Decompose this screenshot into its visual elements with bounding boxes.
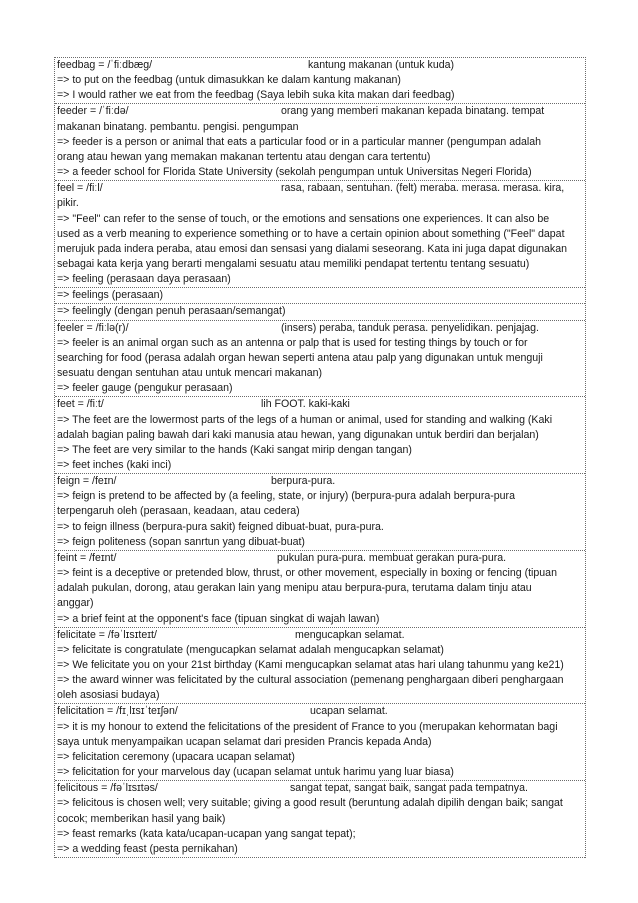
entry-line: => feeder is a person or animal that eats a particular food or in a particular manner (pengumpan adalah	[57, 135, 542, 148]
entry-line: anggar)	[57, 597, 94, 610]
headword-row	[55, 397, 585, 412]
headword-meaning: lih FOOT. kaki-kaki	[261, 398, 350, 411]
headword-meaning: ucapan selamat.	[310, 705, 388, 718]
headword-row	[55, 628, 585, 643]
entry-line: => feelings (perasaan)	[55, 288, 585, 304]
headword-row	[55, 58, 585, 73]
entry-line: => feeler is an animal organ such as an antenna or palp that is used for testing things by touch or for	[57, 336, 528, 349]
entry-line: terpengaruh oleh (perasaan, keadaan, atau cedera)	[57, 505, 300, 518]
entry-line: merujuk pada indera peraba, atau emosi dan sensasi yang dialami seseorang. Kata ini juga dapat digunakan	[57, 242, 568, 255]
entry-line: oleh asosiasi budaya)	[57, 689, 160, 702]
entry-line: => felicitous is chosen well; very suitable; giving a good result (beruntung adalah dipilih dengan baik; sangat	[57, 797, 563, 810]
headword: feign = /feɪn/	[57, 475, 117, 488]
headword-row	[55, 704, 585, 719]
entry-felicitous	[55, 781, 585, 858]
entry-line: => The feet are the lowermost parts of the legs of a human or animal, used for standing and walking (Kaki	[57, 413, 553, 426]
entry-line: => "Feel" can refer to the sense of touch, or the emotions and sensations one experiences. It can also be	[57, 212, 550, 225]
headword: feeler = /fiːlə(r)/	[57, 321, 129, 334]
headword-meaning: berpura-pura.	[271, 475, 336, 488]
headword-meaning: (insers) peraba, tanduk perasa. penyelidikan. penjajag.	[281, 321, 539, 334]
headword-row	[55, 551, 585, 566]
dictionary-page	[54, 57, 586, 858]
entry-line: => a feeder school for Florida State University (sekolah pengumpan untuk Universitas Negeri Florida)	[57, 166, 532, 179]
entry-line: => feign is pretend to be affected by (a feeling, state, or injury) (berpura-pura adalah berpura-pura	[57, 490, 515, 503]
entry-feel	[55, 181, 585, 320]
headword-row	[55, 104, 585, 134]
entry-line: => feign politeness (sopan sanrtun yang dibuat-buat)	[57, 535, 305, 548]
entry-line: => felicitate is congratulate (mengucapkan selamat adalah mengucapkan selamat)	[57, 643, 444, 656]
entry-felicitation	[55, 704, 585, 781]
entry-line: => to put on the feedbag (untuk dimasukkan ke dalam kantung makanan)	[57, 74, 401, 87]
entry-line: => to feign illness (berpura-pura sakit) feigned dibuat-buat, pura-pura.	[57, 520, 384, 533]
entry-line: => feelingly (dengan penuh perasaan/semangat)	[57, 305, 286, 318]
headword-row	[55, 781, 585, 796]
entry-line: cocok; memberikan hasil yang baik)	[57, 812, 226, 825]
entry-feign	[55, 474, 585, 551]
entry-felicitate	[55, 628, 585, 705]
headword-meaning: mengucapkan selamat.	[295, 628, 405, 641]
entry-line: => felicitation for your marvelous day (ucapan selamat untuk harimu yang luar biasa)	[57, 766, 454, 779]
entry-line: saya untuk menyampaikan ucapan selamat dari presiden Prancis kepada Anda)	[57, 735, 432, 748]
headword-meaning: sangat tepat, sangat baik, sangat pada tempatnya.	[290, 782, 528, 795]
entry-feedbag	[55, 58, 585, 104]
entry-feint	[55, 551, 585, 628]
entry-line: => feint is a deceptive or pretended blow, thrust, or other movement, especially in boxing or fencing (tipuan	[57, 567, 557, 580]
entry-line: => a brief feint at the opponent's face (tipuan singkat di wajah lawan)	[57, 612, 380, 625]
entry-line: => a wedding feast (pesta pernikahan)	[57, 842, 238, 855]
headword: feedbag = /ˈfiːdbæg/	[57, 59, 153, 71]
entry-line: orang atau hewan yang memakan makanan tertentu atau dengan cara tertentu)	[57, 150, 431, 163]
entry-line: => the award winner was felicitated by the cultural association (pemenang penghargaan diberi penghargaan	[57, 674, 564, 687]
headword-row	[55, 321, 585, 336]
entry-line: sesuatu dengan sentuhan atau untuk mencari makanan)	[57, 367, 323, 380]
entry-line: => We felicitate you on your 21st birthday (Kami mengucapkan selamat atas hari ulang tahunmu yang ke21)	[57, 658, 564, 671]
headword-meaning-continued: pikir.	[57, 197, 79, 210]
headword-meaning: orang yang memberi makanan kepada binatang. tempat	[281, 105, 545, 118]
entry-line: => feet inches (kaki inci)	[57, 458, 172, 471]
headword: felicitation = /fɪˌlɪsɪˈteɪʃən/	[57, 705, 178, 718]
entry-line: => feeler gauge (pengukur perasaan)	[57, 382, 233, 395]
entry-line: sebagai kata kerja yang berarti mengalami sesuatu atau memiliki pendapat tertentu tentang sesuatu)	[57, 257, 530, 270]
headword: felicitate = /fəˈlɪsɪteɪt/	[57, 628, 157, 641]
entry-line: adalah bagian paling bawah dari kaki manusia atau hewan, yang digunakan untuk berdiri dan berjalan)	[57, 428, 539, 441]
headword: feeder = /ˈfiːdə/	[57, 105, 129, 118]
headword-row	[55, 181, 585, 211]
headword: feet = /fiːt/	[57, 398, 104, 411]
entry-line: => it is my honour to extend the felicitations of the president of France to you (merupakan kehormatan bagi	[57, 720, 558, 733]
entry-feeler	[55, 321, 585, 398]
entry-line: => I would rather we eat from the feedbag (Saya lebih suka kita makan dari feedbag)	[57, 89, 455, 102]
headword-meaning: kantung makanan (untuk kuda)	[308, 59, 455, 71]
headword-meaning: rasa, rabaan, sentuhan. (felt) meraba. merasa. merasa. kira,	[281, 182, 565, 195]
entry-line: searching for food (perasa adalah organ hewan seperti antena atau palp yang digunakan untuk menguji	[57, 351, 543, 364]
entry-line: => felicitation ceremony (upacara ucapan selamat)	[57, 750, 295, 763]
entry-feeder	[55, 104, 585, 181]
entry-line: adalah pukulan, dorong, atau gerakan lain yang menipu atau berpura-pura, terutama dalam tinju atau	[57, 582, 532, 595]
entry-line: used as a verb meaning to experience something or to have a certain opinion about something ("Feel" dapat	[57, 227, 565, 240]
entry-line: => feeling (perasaan daya perasaan)	[55, 272, 585, 288]
headword: feint = /feɪnt/	[57, 551, 117, 564]
entry-line: => The feet are very similar to the hands (Kaki sangat mirip dengan tangan)	[57, 443, 412, 456]
entry-line: => feast remarks (kata kata/ucapan-ucapan yang sangat tepat);	[57, 827, 356, 840]
headword: felicitous = /fəˈlɪsɪtəs/	[57, 782, 158, 795]
headword-meaning-continued: makanan binatang. pembantu. pengisi. pengumpan	[57, 120, 299, 133]
headword: feel = /fiːl/	[57, 182, 103, 195]
entry-feet	[55, 397, 585, 474]
headword-meaning: pukulan pura-pura. membuat gerakan pura-pura.	[277, 551, 507, 564]
headword-row	[55, 474, 585, 489]
